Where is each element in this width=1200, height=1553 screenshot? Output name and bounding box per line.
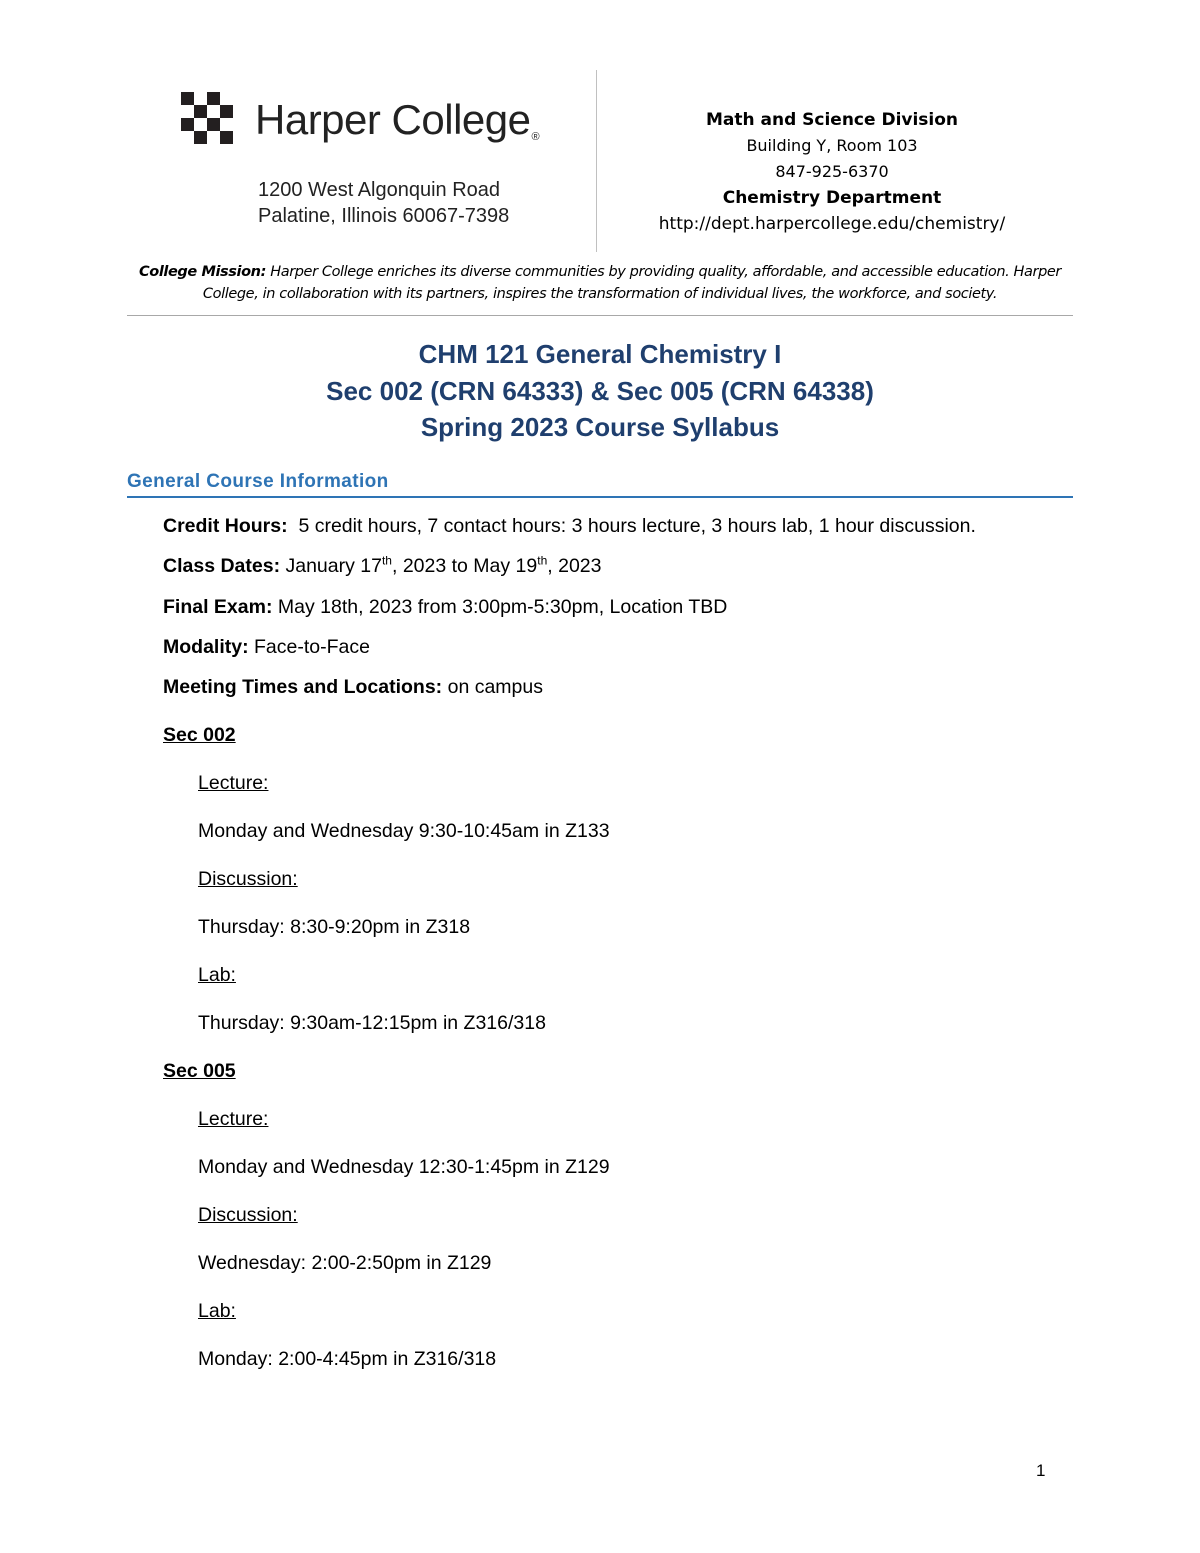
header-rule [127,315,1073,316]
syllabus-term: Spring 2023 Course Syllabus [420,412,780,442]
class-dates-label: Class Dates: [163,555,281,577]
division-name: Math and Science Division [705,110,959,130]
registered-mark: ® [531,131,540,143]
modality-value: Face-to-Face [254,636,370,658]
general-info-heading: General Course Information [127,471,389,492]
section-002-lecture: Monday and Wednesday 9:30-10:45am in Z133 [198,820,610,842]
course-title: CHM 121 General Chemistry I [418,339,782,369]
mission-label: College Mission: [139,264,266,280]
meeting-times-value: on campus [447,676,543,698]
section-005-discussion-label: Discussion: [198,1204,298,1226]
general-info-rule [127,496,1073,498]
logo-wordmark: Harper College® [255,96,540,143]
section-002-lecture-label: Lecture: [198,772,269,794]
course-title-block [127,336,1073,446]
credit-hours-value: 5 credit hours, 7 contact hours: 3 hours lecture, 3 hours lab, 1 hour discussion. [298,515,976,537]
section-005-lecture: Monday and Wednesday 12:30-1:45pm in Z129 [198,1156,610,1178]
final-exam-value: May 18th, 2023 from 3:00pm-5:30pm, Location TBD [277,596,728,618]
section-002-discussion-label: Discussion: [198,868,298,890]
section-005-lab-label: Lab: [198,1300,236,1322]
page-number: 1 [1036,1461,1046,1480]
phone-number: 847-925-6370 [775,162,889,181]
class-dates-start: January 17 [285,555,382,577]
department-url-link[interactable]: http://dept.harpercollege.edu/chemistry/ [658,214,1006,234]
college-mission [127,261,1073,305]
mission-text: Harper College enriches its diverse communities by providing quality, affordable, and accessible education. Harper College, in collaboration with its partners, inspires the transformation of individual lives, the workforce, and society. [202,264,1061,302]
address-line-2: Palatine, Illinois 60067-7398 [258,205,510,227]
header-divider [596,70,597,252]
section-002-discussion: Thursday: 8:30-9:20pm in Z318 [198,916,471,938]
class-dates-mid: , 2023 to May 19 [391,555,538,577]
address-line-1: 1200 West Algonquin Road [258,179,501,201]
section-002-lab-label: Lab: [198,964,236,986]
credit-hours-line [163,514,976,538]
modality-label: Modality: [163,636,249,658]
final-exam-label: Final Exam: [163,596,273,618]
meeting-times-line [163,675,543,699]
section-002-heading: Sec 002 [163,724,236,746]
section-002-lab: Thursday: 9:30am-12:15pm in Z316/318 [198,1012,546,1034]
section-005-lecture-label: Lecture: [198,1108,269,1130]
section-005-lab: Monday: 2:00-4:45pm in Z316/318 [198,1348,497,1370]
harper-college-logo-icon [181,92,233,144]
department-info [632,107,1032,237]
building-room: Building Y, Room 103 [746,136,918,155]
meeting-times-label: Meeting Times and Locations: [163,676,443,698]
department-name: Chemistry Department [722,188,942,208]
class-dates-end: , 2023 [547,555,602,577]
section-005-heading: Sec 005 [163,1060,236,1082]
class-dates-start-sup: th [381,553,392,568]
course-sections: Sec 002 (CRN 64333) & Sec 005 (CRN 64338) [326,375,874,406]
class-dates-end-sup: th [537,553,548,568]
section-005-discussion: Wednesday: 2:00-2:50pm in Z129 [198,1252,492,1274]
class-dates-line [163,554,601,578]
modality-line [163,635,370,659]
credit-hours-label: Credit Hours: [163,515,288,537]
college-address [258,177,509,229]
final-exam-line [163,595,727,619]
